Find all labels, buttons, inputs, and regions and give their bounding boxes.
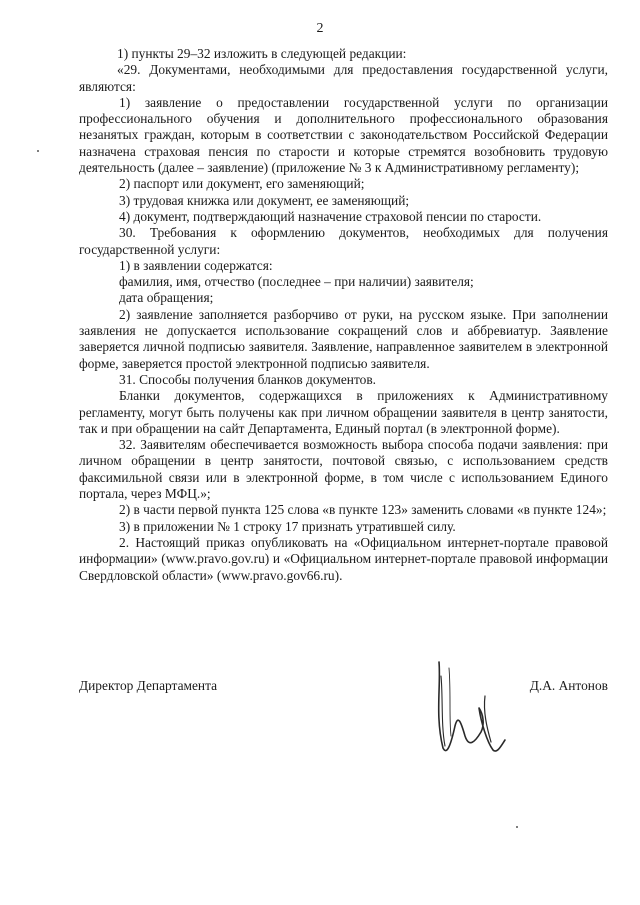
- handwritten-signature: [421, 656, 531, 766]
- scan-artifact: [516, 826, 518, 828]
- document-body: [79, 46, 608, 584]
- paragraph-14: 32. Заявителям обеспечивается возможность выбора способа подачи заявления: при личном обращении в центр занятости, почтовой связью, с использованием средств факсимильной связи или в электронной форме, в том числе с использованием Единого портала, через МФЦ.»;: [79, 437, 608, 502]
- paragraph-13: Бланки документов, содержащихся в приложениях к Административному регламенту, могут быть получены как при личном обращении заявителя в центр занятости, так и при обращении на сайт Департамента, Единый портал (в электронной форме).: [79, 388, 608, 436]
- paragraph-9: фамилия, имя, отчество (последнее – при наличии) заявителя;: [119, 274, 474, 290]
- paragraph-8: 1) в заявлении содержатся:: [119, 257, 273, 273]
- paragraph-7: 30. Требования к оформлению документов, необходимых для получения государственной услуги:: [79, 225, 608, 257]
- paragraph-16: 3) в приложении № 1 строку 17 признать утратившей силу.: [119, 518, 456, 534]
- paragraph-2: «29. Документами, необходимыми для предоставления государственной услуги, являются:: [79, 62, 608, 94]
- paragraph-6: 4) документ, подтверждающий назначение страховой пенсии по старости.: [119, 208, 542, 224]
- paragraph-11: 2) заявление заполняется разборчиво от руки, на русском языке. При заполнении заявления не допускается использование сокращений слов и аббревиатур. Заявление заверяется личной подписью заявителя. Заявление, направленное заявителем в электронной форме, заверяется простой электронной подписью заявителя.: [79, 306, 608, 371]
- paragraph-1: 1) пункты 29–32 изложить в следующей редакции:: [117, 46, 407, 61]
- signer-title: Директор Департамента: [79, 678, 218, 693]
- signature-block: [79, 678, 608, 798]
- signer-name: Д.А. Антонов: [529, 678, 608, 693]
- paragraph-4: 2) паспорт или документ, его заменяющий;: [119, 176, 365, 192]
- scan-artifact: [37, 150, 39, 152]
- paragraph-5: 3) трудовая книжка или документ, ее заменяющий;: [119, 192, 410, 208]
- paragraph-15: 2) в части первой пункта 125 слова «в пункте 123» заменить словами «в пункте 124»;: [119, 502, 607, 518]
- paragraph-3: 1) заявление о предоставлении государственной услуги по организации профессионального обучения и дополнительного профессионального образования незанятых граждан, которым в соответствии с законодательством Российской Федерации назначена страховая пенсия по старости и которые стремятся возобновить трудовую деятельность (далее – заявление) (приложение № 3 к Административному регламенту);: [79, 94, 608, 176]
- paragraph-12: 31. Способы получения бланков документов.: [119, 371, 377, 387]
- paragraph-17: 2. Настоящий приказ опубликовать на «Официальном интернет-портале правовой информации» (www.pravo.gov.ru) и «Официальном интернет-портале правовой информации Свердловской области» (www.pravo.gov66.ru).: [79, 534, 608, 583]
- page-number: 2: [316, 21, 324, 36]
- paragraph-10: дата обращения;: [119, 290, 214, 306]
